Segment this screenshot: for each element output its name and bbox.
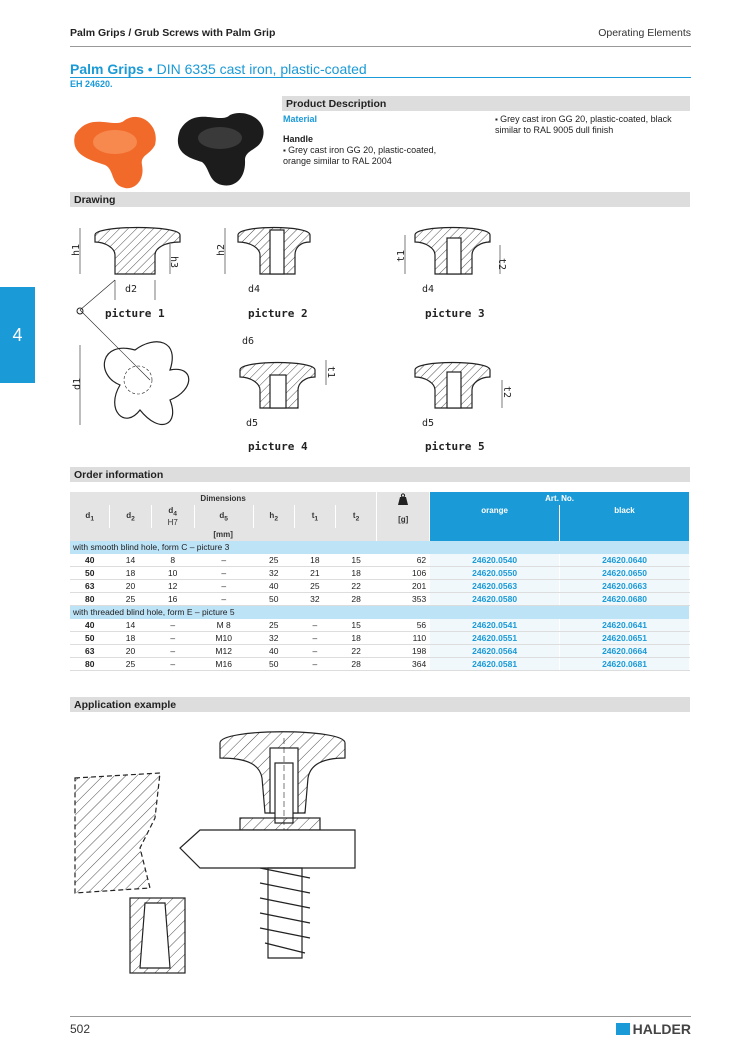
label-d5-p5: d5 <box>422 418 435 429</box>
halder-logo <box>616 1021 691 1037</box>
col-t2: $t_2$ <box>336 505 377 528</box>
picture-5-drawing <box>415 363 502 409</box>
table-row <box>70 554 690 567</box>
label-d4-p2: d4 <box>248 284 261 295</box>
picture-1-drawing <box>80 228 180 381</box>
title-brand: Palm Grips <box>70 61 144 77</box>
page-header <box>70 27 691 41</box>
col-d4: $d_4$ H7 <box>151 505 194 528</box>
label-t1-p4: t1 <box>325 366 336 379</box>
col-t1: $t_1$ <box>294 505 335 528</box>
picture-3-drawing <box>405 228 500 275</box>
col-orange: orange <box>430 505 560 541</box>
cell-d1: 50 <box>70 632 110 645</box>
table-group-row <box>70 606 690 619</box>
picture-2-label: picture 2 <box>248 307 308 320</box>
picture-4-drawing <box>240 360 326 408</box>
weight-header <box>377 492 430 541</box>
cell-dimension: 32 <box>294 593 335 606</box>
cell-dimension: 20 <box>110 580 151 593</box>
label-d1: d1 <box>72 377 83 390</box>
cell-dimension: 28 <box>336 658 377 671</box>
top-view-drawing <box>80 342 189 425</box>
cell-dimension: M 8 <box>194 619 253 632</box>
cell-d1: 40 <box>70 619 110 632</box>
group-label: with smooth blind hole, form C – picture 3 <box>70 541 690 554</box>
cell-dimension: – <box>194 593 253 606</box>
label-h3: h3 <box>168 256 179 269</box>
col-h2: $h_2$ <box>253 505 294 528</box>
cell-dimension: 18 <box>336 567 377 580</box>
cell-dimension: 15 <box>336 619 377 632</box>
picture-4-label: picture 4 <box>248 440 308 453</box>
cell-dimension: 16 <box>151 593 194 606</box>
material-label: Material <box>283 114 318 124</box>
cell-d1: 50 <box>70 567 110 580</box>
label-d4-p3: d4 <box>422 284 435 295</box>
table-row <box>70 645 690 658</box>
label-h2: h2 <box>216 243 227 256</box>
cell-weight: 201 <box>377 580 430 593</box>
label-t1-p3: t1 <box>396 249 407 262</box>
cell-dimension: 22 <box>336 580 377 593</box>
cell-dimension: 14 <box>110 554 151 567</box>
order-table <box>70 492 690 671</box>
logo-text: HALDER <box>632 1021 691 1037</box>
col-d2: $d_2$ <box>110 505 151 528</box>
cell-dimension: 25 <box>294 580 335 593</box>
label-t2-p5: t2 <box>501 386 512 399</box>
mm-unit: [mm] <box>70 528 377 541</box>
cell-dimension: 8 <box>151 554 194 567</box>
cell-weight: 364 <box>377 658 430 671</box>
cell-dimension: – <box>294 632 335 645</box>
technical-drawing <box>70 210 690 465</box>
cell-dimension: 18 <box>110 567 151 580</box>
picture-2-drawing <box>225 228 310 275</box>
footer-divider <box>70 1016 691 1017</box>
art-no-black-link[interactable]: 24620.0664 <box>560 645 690 658</box>
cell-dimension: 22 <box>336 645 377 658</box>
art-no-orange-link[interactable]: 24620.0540 <box>430 554 560 567</box>
title-divider <box>70 77 691 78</box>
cell-dimension: – <box>151 619 194 632</box>
art-no-orange-link[interactable]: 24620.0551 <box>430 632 560 645</box>
handle-text: ▪ Grey cast iron GG 20, plastic-coated, orange similar to RAL 2004 <box>283 145 463 167</box>
label-d2: d2 <box>125 284 138 295</box>
cell-dimension: 25 <box>110 593 151 606</box>
cell-dimension: M12 <box>194 645 253 658</box>
cell-weight: 62 <box>377 554 430 567</box>
art-no-orange-link[interactable]: 24620.0550 <box>430 567 560 580</box>
dimensions-header: Dimensions <box>70 492 377 505</box>
cell-dimension: M16 <box>194 658 253 671</box>
art-no-black-link[interactable]: 24620.0641 <box>560 619 690 632</box>
cell-dimension: 15 <box>336 554 377 567</box>
table-row <box>70 567 690 580</box>
art-no-black-link[interactable]: 24620.0651 <box>560 632 690 645</box>
cell-weight: 106 <box>377 567 430 580</box>
cell-dimension: – <box>194 554 253 567</box>
cell-dimension: 14 <box>110 619 151 632</box>
cell-dimension: – <box>194 580 253 593</box>
cell-dimension: – <box>151 645 194 658</box>
header-divider <box>70 46 691 47</box>
cell-dimension: 32 <box>253 632 294 645</box>
cell-dimension: 50 <box>253 593 294 606</box>
label-h1: h1 <box>71 243 82 256</box>
col-d5: $d_5$ <box>194 505 253 528</box>
finish-text: ▪ Grey cast iron GG 20, plastic-coated, black similar to RAL 9005 dull finish <box>495 114 685 136</box>
cell-weight: 198 <box>377 645 430 658</box>
label-d6: d6 <box>242 336 255 347</box>
table-row <box>70 619 690 632</box>
cell-dimension: M10 <box>194 632 253 645</box>
cell-dimension: – <box>194 567 253 580</box>
picture-3-label: picture 3 <box>425 307 485 320</box>
table-row <box>70 593 690 606</box>
cell-weight: 353 <box>377 593 430 606</box>
cell-dimension: 40 <box>253 645 294 658</box>
table-row <box>70 580 690 593</box>
page-number: 502 <box>70 1022 91 1036</box>
product-code: EH 24620. <box>70 79 113 89</box>
cell-dimension: – <box>294 658 335 671</box>
art-no-orange-link[interactable]: 24620.0580 <box>430 593 560 606</box>
picture-5-label: picture 5 <box>425 440 485 453</box>
art-no-orange-link[interactable]: 24620.0563 <box>430 580 560 593</box>
cell-dimension: 50 <box>253 658 294 671</box>
header-category: Palm Grips / Grub Screws with Palm Grip <box>70 27 276 39</box>
cell-dimension: 32 <box>253 567 294 580</box>
cell-dimension: – <box>151 658 194 671</box>
product-description-right <box>495 114 685 136</box>
halder-logo-icon <box>616 1023 630 1035</box>
cell-d1: 63 <box>70 645 110 658</box>
product-photos <box>70 100 270 195</box>
handle-label: Handle <box>283 134 314 144</box>
cell-dimension: 28 <box>336 593 377 606</box>
cell-dimension: – <box>151 632 194 645</box>
col-black: black <box>560 505 690 541</box>
cell-d1: 40 <box>70 554 110 567</box>
cell-dimension: 25 <box>253 619 294 632</box>
col-d1: $d_1$ <box>70 505 110 528</box>
table-row <box>70 632 690 645</box>
label-d5-p4: d5 <box>246 418 259 429</box>
cell-dimension: 10 <box>151 567 194 580</box>
picture-1-label: picture 1 <box>105 307 165 320</box>
cell-weight: 56 <box>377 619 430 632</box>
product-description-heading: Product Description <box>282 96 690 111</box>
chapter-tab[interactable]: 4 <box>0 287 35 383</box>
weight-icon <box>397 493 409 505</box>
cell-d1: 80 <box>70 593 110 606</box>
cell-d1: 80 <box>70 658 110 671</box>
group-label: with threaded blind hole, form E – picture 5 <box>70 606 690 619</box>
art-no-black-link[interactable]: 24620.0663 <box>560 580 690 593</box>
application-example-heading: Application example <box>70 697 690 712</box>
cell-dimension: 18 <box>110 632 151 645</box>
art-no-orange-link[interactable]: 24620.0581 <box>430 658 560 671</box>
cell-weight: 110 <box>377 632 430 645</box>
header-section: Operating Elements <box>598 27 691 39</box>
cell-dimension: – <box>294 619 335 632</box>
label-t2-p3: t2 <box>496 258 507 271</box>
title-separator: • <box>143 61 157 77</box>
title-subtitle: DIN 6335 cast iron, plastic-coated <box>156 61 367 77</box>
cell-d1: 63 <box>70 580 110 593</box>
black-palm-grip-photo <box>178 113 264 186</box>
art-no-black-link[interactable]: 24620.0681 <box>560 658 690 671</box>
art-no-black-link[interactable]: 24620.0650 <box>560 567 690 580</box>
table-group-row <box>70 541 690 554</box>
orange-palm-grip-photo <box>74 117 156 188</box>
art-no-black-link[interactable]: 24620.0640 <box>560 554 690 567</box>
order-table-body <box>70 541 690 671</box>
art-no-black-link[interactable]: 24620.0680 <box>560 593 690 606</box>
cell-dimension: 25 <box>110 658 151 671</box>
art-no-header: Art. No. <box>430 492 690 505</box>
product-description-left <box>283 114 483 167</box>
cell-dimension: 25 <box>253 554 294 567</box>
cell-dimension: 40 <box>253 580 294 593</box>
cell-dimension: 12 <box>151 580 194 593</box>
cell-dimension: 18 <box>294 554 335 567</box>
cell-dimension: – <box>294 645 335 658</box>
art-no-orange-link[interactable]: 24620.0541 <box>430 619 560 632</box>
drawing-heading: Drawing <box>70 192 690 207</box>
art-no-orange-link[interactable]: 24620.0564 <box>430 645 560 658</box>
page-title <box>70 61 367 77</box>
order-information-heading: Order information <box>70 467 690 482</box>
weight-unit: [g] <box>398 515 409 524</box>
application-example-drawing <box>70 718 370 1008</box>
cell-dimension: 21 <box>294 567 335 580</box>
cell-dimension: 18 <box>336 632 377 645</box>
section-symbol-icon <box>77 308 83 314</box>
cell-dimension: 20 <box>110 645 151 658</box>
table-row <box>70 658 690 671</box>
